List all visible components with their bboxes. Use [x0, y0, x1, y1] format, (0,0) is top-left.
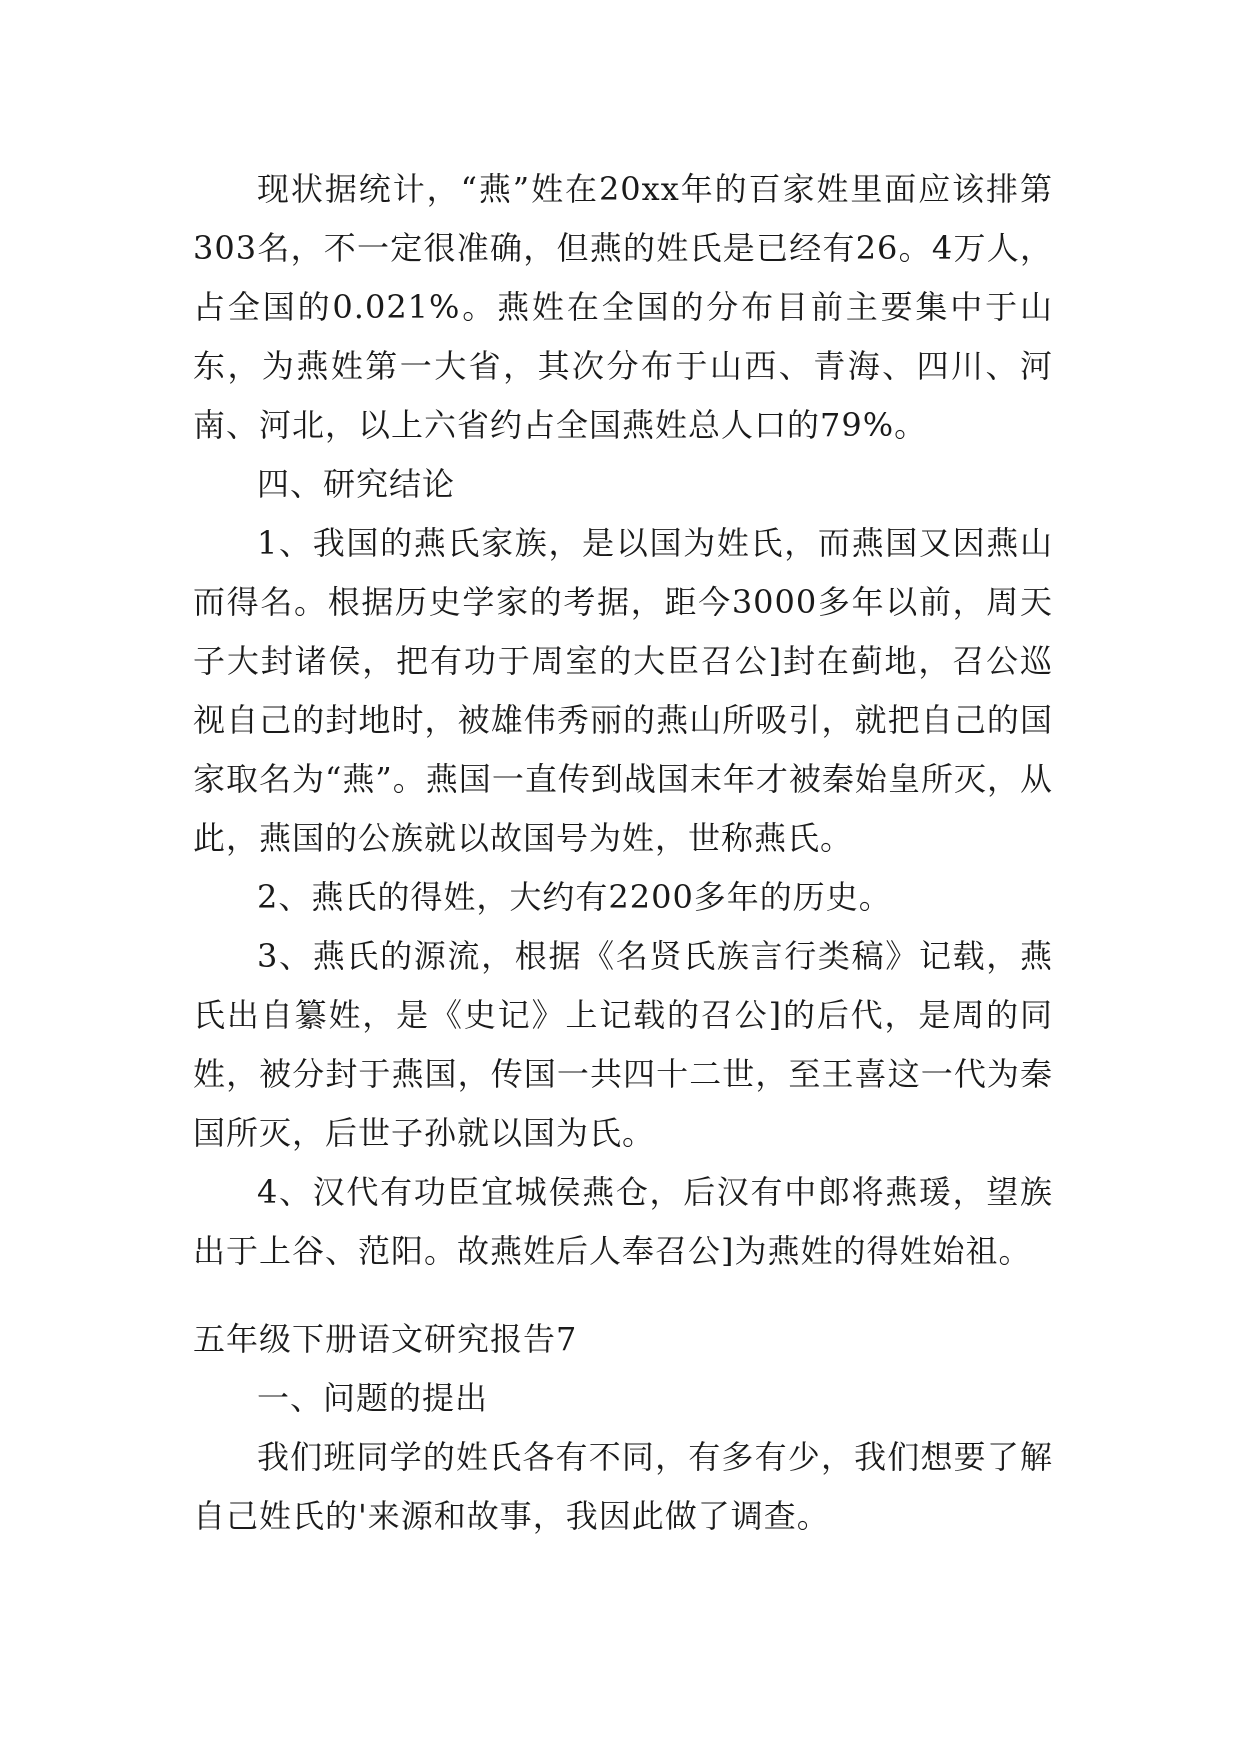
section-gap [193, 1281, 1053, 1310]
paragraph-status: 现状据统计，“燕”姓在20xx年的百家姓里面应该排第303名，不一定很准确，但燕的姓氏是已经有26。4万人，占全国的0.021%。燕姓在全国的分布目前主要集中于山东，为燕姓第一大省，其次分布于山西、青海、四川、河南、河北，以上六省约占全国燕姓总人口的79%。 [193, 170, 1053, 444]
heading-research-conclusion: 四、研究结论 [257, 465, 456, 503]
section-title: 五年级下册语文研究报告7 [193, 1320, 578, 1358]
heading-problem-raised: 一、问题的提出 [257, 1379, 489, 1417]
document-body [193, 160, 1053, 1546]
paragraph-conclusion-1: 1、我国的燕氏家族，是以国为姓氏，而燕国又因燕山而得名。根据历史学家的考据，距今3000多年以前，周天子大封诸侯，把有功于周室的大臣召公]封在蓟地，召公巡视自己的封地时，被雄伟秀丽的燕山所吸引，就把自己的国家取名为“燕”。燕国一直传到战国末年才被秦始皇所灭，从此，燕国的公族就以故国号为姓，世称燕氏。 [193, 524, 1053, 857]
paragraph-conclusion-3: 3、燕氏的源流，根据《名贤氏族言行类稿》记载，燕氏出自纂姓，是《史记》上记载的召公]的后代，是周的同姓，被分封于燕国，传国一共四十二世，至王喜这一代为秦国所灭，后世子孙就以国为氏。 [193, 937, 1053, 1152]
paragraph-conclusion-4: 4、汉代有功臣宜城侯燕仓，后汉有中郎将燕瑗，望族出于上谷、范阳。故燕姓后人奉召公]为燕姓的得姓始祖。 [193, 1173, 1053, 1270]
paragraph-problem: 我们班同学的姓氏各有不同，有多有少，我们想要了解自己姓氏的'来源和故事，我因此做了调查。 [193, 1438, 1053, 1535]
paragraph-conclusion-2: 2、燕氏的得姓，大约有2200多年的历史。 [257, 878, 892, 916]
